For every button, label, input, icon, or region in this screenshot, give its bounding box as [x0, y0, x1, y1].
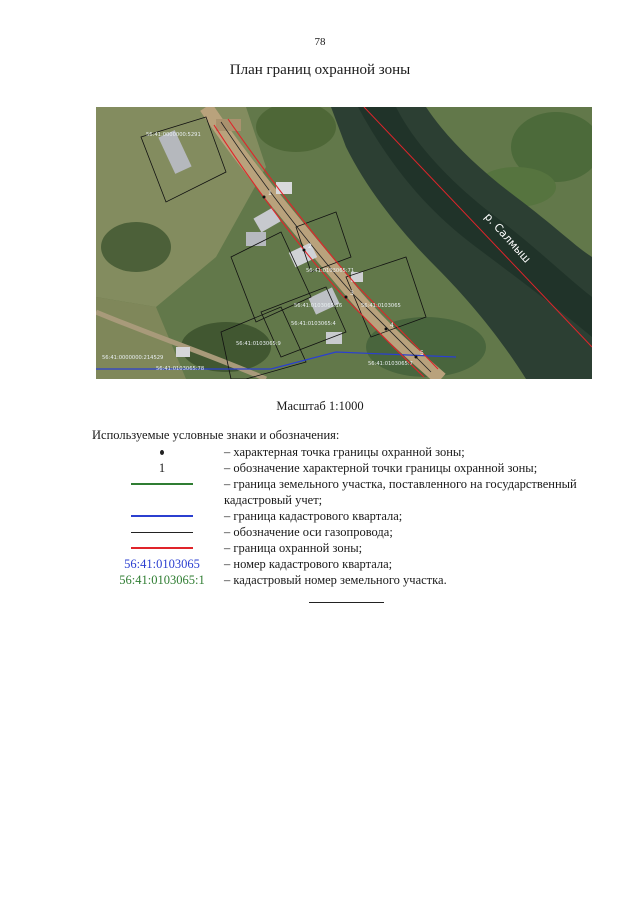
parcel-label: 56:41:0103065:7 [368, 361, 413, 367]
parcel-label: 56:41:0103065:71 [306, 268, 355, 274]
building [246, 232, 266, 246]
legend-item [0, 556, 640, 572]
legend-text: – граница земельного участка, поставленного на государственный кадастровый учет; [224, 477, 577, 507]
land-parcel-line-symbol [131, 483, 193, 485]
page-title: План границ охранной зоны [229, 62, 411, 78]
legend-text: – обозначение характерной точки границы охранной зоны; [224, 461, 538, 475]
gas-pipe-line-symbol [131, 532, 193, 533]
boundary-point [385, 328, 388, 331]
parcel-label: 56:41:0103065:4 [291, 321, 336, 327]
divider-line [309, 602, 384, 603]
legend-text: – граница охранной зоны; [224, 541, 363, 555]
cadastral-quarter-line-symbol [131, 515, 193, 517]
point-label: 1 [268, 190, 272, 197]
point-symbol [160, 450, 164, 455]
legend-text: – обозначение оси газопровода; [224, 525, 393, 539]
boundary-point [303, 249, 306, 252]
parcel-label: 56:41:0000000:214529 [102, 355, 164, 361]
parcel-label: 56:41:0000000:5291 [146, 132, 201, 138]
parcel-label: 56:41:0103065:78 [156, 366, 205, 372]
tree-patch [101, 222, 171, 272]
building [216, 119, 241, 131]
land-parcel-number-symbol: 56:41:0103065:1 [119, 572, 205, 587]
legend-item [0, 444, 640, 460]
building [326, 332, 342, 344]
legend-item [0, 540, 640, 556]
legend-item [0, 524, 640, 540]
point-label: 3 [350, 290, 354, 297]
map-canvas [96, 107, 592, 379]
page-number: 78 [314, 36, 326, 48]
legend-text: – кадастровый номер земельного участка. [224, 573, 447, 587]
parcel-label: 56:41:0103065:9 [236, 341, 281, 347]
legend-item [0, 476, 640, 508]
map-scale: Масштаб 1:1000 [276, 399, 364, 413]
point-label: 4 [390, 322, 394, 329]
legend-text: – номер кадастрового квартала; [224, 557, 393, 571]
legend-text: – граница кадастрового квартала; [224, 509, 403, 523]
building [176, 347, 190, 357]
protection-zone-line-symbol [131, 547, 193, 549]
point-label: 5 [420, 350, 424, 357]
parcel-label: 56:41:0103065 [361, 303, 401, 309]
cadastral-quarter-number-symbol: 56:41:0103065 [124, 556, 200, 571]
boundary-point [345, 296, 348, 299]
point-number-symbol: 1 [158, 460, 166, 475]
legend-text: – характерная точка границы охранной зоны; [224, 445, 465, 459]
boundary-point [263, 196, 266, 199]
point-label: 2 [308, 243, 312, 250]
river-label: р. Салмыш [481, 210, 534, 266]
legend-item [0, 508, 640, 524]
boundary-point [415, 356, 418, 359]
legend-item [0, 572, 640, 588]
parcel-label: 56:41:0103065:16 [294, 303, 343, 309]
legend-title: Используемые условные знаки и обозначения: [92, 428, 340, 442]
satellite-map [96, 107, 592, 379]
legend-item [0, 460, 640, 476]
